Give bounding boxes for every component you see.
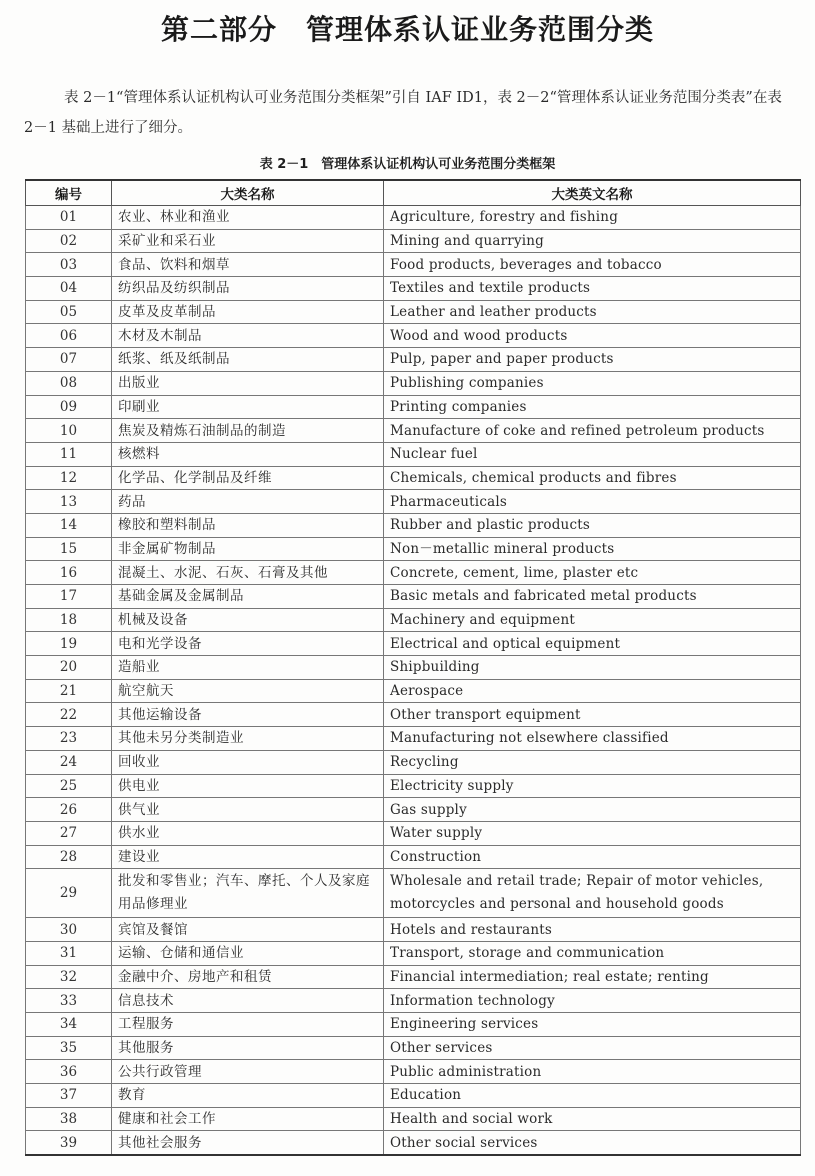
- header-english-name: 大类英文名称: [384, 180, 801, 206]
- row-number-cell: 29: [26, 869, 112, 918]
- row-number-cell: 01: [26, 206, 112, 230]
- row-category-name-cell: 混凝土、水泥、石灰、石膏及其他: [112, 561, 384, 585]
- table-row: [26, 348, 801, 372]
- table-row: [26, 608, 801, 632]
- header-number: 编号: [26, 180, 112, 206]
- row-category-name-cell: 供电业: [112, 774, 384, 798]
- row-number-cell: 21: [26, 679, 112, 703]
- table-row: [26, 206, 801, 230]
- row-number-cell: 05: [26, 300, 112, 324]
- row-number-cell: 14: [26, 513, 112, 537]
- row-english-name-cell: Wholesale and retail trade; Repair of motor vehicles, motorcycles and personal and household goods: [384, 869, 801, 918]
- row-english-name-cell: Machinery and equipment: [384, 608, 801, 632]
- row-english-name-cell: Transport, storage and communication: [384, 941, 801, 965]
- row-english-name-cell: Manufacturing not elsewhere classified: [384, 727, 801, 751]
- row-number-cell: 31: [26, 941, 112, 965]
- row-english-name-cell: Pulp, paper and paper products: [384, 348, 801, 372]
- table-row: [26, 727, 801, 751]
- row-number-cell: 35: [26, 1036, 112, 1060]
- row-category-name-cell: 化学品、化学制品及纤维: [112, 466, 384, 490]
- row-category-name-cell: 造船业: [112, 656, 384, 680]
- row-number-cell: 12: [26, 466, 112, 490]
- table-row: [26, 1060, 801, 1084]
- table-row: [26, 869, 801, 918]
- row-category-name-cell: 电和光学设备: [112, 632, 384, 656]
- table-row: [26, 253, 801, 277]
- row-category-name-cell: 机械及设备: [112, 608, 384, 632]
- row-english-name-cell: Electrical and optical equipment: [384, 632, 801, 656]
- row-category-name-cell: 公共行政管理: [112, 1060, 384, 1084]
- row-category-name-cell: 食品、饮料和烟草: [112, 253, 384, 277]
- header-category-name: 大类名称: [112, 180, 384, 206]
- table-row: [26, 1036, 801, 1060]
- row-category-name-cell: 皮革及皮革制品: [112, 300, 384, 324]
- row-category-name-cell: 健康和社会工作: [112, 1107, 384, 1131]
- row-number-cell: 03: [26, 253, 112, 277]
- row-english-name-cell: Chemicals, chemical products and fibres: [384, 466, 801, 490]
- row-category-name-cell: 建设业: [112, 845, 384, 869]
- table-row: [26, 371, 801, 395]
- row-category-name-cell: 出版业: [112, 371, 384, 395]
- row-english-name-cell: Electricity supply: [384, 774, 801, 798]
- table-row: [26, 1131, 801, 1155]
- table-row: [26, 324, 801, 348]
- row-english-name-cell: Construction: [384, 845, 801, 869]
- table-row: [26, 1013, 801, 1037]
- row-number-cell: 23: [26, 727, 112, 751]
- scope-classification-table: [25, 179, 801, 1156]
- row-number-cell: 15: [26, 537, 112, 561]
- row-number-cell: 09: [26, 395, 112, 419]
- row-english-name-cell: Printing companies: [384, 395, 801, 419]
- row-english-name-cell: Nuclear fuel: [384, 442, 801, 466]
- row-english-name-cell: Other transport equipment: [384, 703, 801, 727]
- table-row: [26, 632, 801, 656]
- row-number-cell: 06: [26, 324, 112, 348]
- table-row: [26, 513, 801, 537]
- table-row: [26, 774, 801, 798]
- row-number-cell: 30: [26, 918, 112, 942]
- table-caption: 表 2－1 管理体系认证机构认可业务范围分类框架: [259, 157, 556, 172]
- row-english-name-cell: Gas supply: [384, 798, 801, 822]
- row-number-cell: 34: [26, 1013, 112, 1037]
- row-category-name-cell: 供气业: [112, 798, 384, 822]
- table-row: [26, 442, 801, 466]
- row-number-cell: 37: [26, 1084, 112, 1108]
- row-category-name-cell: 纺织品及纺织制品: [112, 277, 384, 301]
- row-category-name-cell: 工程服务: [112, 1013, 384, 1037]
- row-category-name-cell: 焦炭及精炼石油制品的制造: [112, 419, 384, 443]
- row-english-name-cell: Non－metallic mineral products: [384, 537, 801, 561]
- table-row: [26, 466, 801, 490]
- row-category-name-cell: 其他运输设备: [112, 703, 384, 727]
- row-category-name-cell: 航空航天: [112, 679, 384, 703]
- row-english-name-cell: Textiles and textile products: [384, 277, 801, 301]
- table-row: [26, 585, 801, 609]
- table-row: [26, 300, 801, 324]
- row-english-name-cell: Basic metals and fabricated metal products: [384, 585, 801, 609]
- row-english-name-cell: Food products, beverages and tobacco: [384, 253, 801, 277]
- table-row: [26, 277, 801, 301]
- row-category-name-cell: 其他未另分类制造业: [112, 727, 384, 751]
- table-row: [26, 395, 801, 419]
- intro-paragraph: 表 2－1“管理体系认证机构认可业务范围分类框架”引自 IAF ID1，表 2－2“管理体系认证业务范围分类表”在表 2－1 基础上进行了细分。: [24, 90, 782, 136]
- row-english-name-cell: Other services: [384, 1036, 801, 1060]
- row-english-name-cell: Hotels and restaurants: [384, 918, 801, 942]
- table-row: [26, 798, 801, 822]
- row-english-name-cell: Rubber and plastic products: [384, 513, 801, 537]
- row-english-name-cell: Publishing companies: [384, 371, 801, 395]
- row-number-cell: 36: [26, 1060, 112, 1084]
- row-category-name-cell: 信息技术: [112, 989, 384, 1013]
- row-number-cell: 16: [26, 561, 112, 585]
- row-english-name-cell: Wood and wood products: [384, 324, 801, 348]
- row-number-cell: 33: [26, 989, 112, 1013]
- row-category-name-cell: 印刷业: [112, 395, 384, 419]
- table-row: [26, 918, 801, 942]
- table-row: [26, 419, 801, 443]
- part-title: 第二部分 管理体系认证业务范围分类: [160, 13, 654, 46]
- row-category-name-cell: 其他社会服务: [112, 1131, 384, 1155]
- row-number-cell: 18: [26, 608, 112, 632]
- row-category-name-cell: 回收业: [112, 750, 384, 774]
- row-english-name-cell: Pharmaceuticals: [384, 490, 801, 514]
- row-category-name-cell: 采矿业和采石业: [112, 229, 384, 253]
- row-english-name-cell: Public administration: [384, 1060, 801, 1084]
- row-number-cell: 25: [26, 774, 112, 798]
- row-english-name-cell: Financial intermediation; real estate; renting: [384, 965, 801, 989]
- table-row: [26, 821, 801, 845]
- row-english-name-cell: Recycling: [384, 750, 801, 774]
- row-number-cell: 24: [26, 750, 112, 774]
- row-english-name-cell: Other social services: [384, 1131, 801, 1155]
- row-english-name-cell: Education: [384, 1084, 801, 1108]
- row-number-cell: 07: [26, 348, 112, 372]
- row-english-name-cell: Engineering services: [384, 1013, 801, 1037]
- table-row: [26, 1107, 801, 1131]
- row-category-name-cell: 农业、林业和渔业: [112, 206, 384, 230]
- table-row: [26, 656, 801, 680]
- row-category-name-cell: 运输、仓储和通信业: [112, 941, 384, 965]
- row-english-name-cell: Manufacture of coke and refined petroleum products: [384, 419, 801, 443]
- table-row: [26, 229, 801, 253]
- row-category-name-cell: 其他服务: [112, 1036, 384, 1060]
- row-category-name-cell: 金融中介、房地产和租赁: [112, 965, 384, 989]
- row-category-name-cell: 基础金属及金属制品: [112, 585, 384, 609]
- row-number-cell: 11: [26, 442, 112, 466]
- row-number-cell: 04: [26, 277, 112, 301]
- row-number-cell: 32: [26, 965, 112, 989]
- table-row: [26, 537, 801, 561]
- row-number-cell: 39: [26, 1131, 112, 1155]
- row-category-name-cell: 橡胶和塑料制品: [112, 513, 384, 537]
- table-row: [26, 989, 801, 1013]
- row-category-name-cell: 核燃料: [112, 442, 384, 466]
- row-english-name-cell: Health and social work: [384, 1107, 801, 1131]
- row-english-name-cell: Agriculture, forestry and fishing: [384, 206, 801, 230]
- table-row: [26, 965, 801, 989]
- row-number-cell: 26: [26, 798, 112, 822]
- row-number-cell: 38: [26, 1107, 112, 1131]
- row-english-name-cell: Leather and leather products: [384, 300, 801, 324]
- row-category-name-cell: 药品: [112, 490, 384, 514]
- row-category-name-cell: 批发和零售业；汽车、摩托、个人及家庭用品修理业: [112, 869, 384, 918]
- table-row: [26, 679, 801, 703]
- table-row: [26, 703, 801, 727]
- row-number-cell: 10: [26, 419, 112, 443]
- row-english-name-cell: Aerospace: [384, 679, 801, 703]
- row-category-name-cell: 非金属矿物制品: [112, 537, 384, 561]
- table-row: [26, 750, 801, 774]
- table-row: [26, 490, 801, 514]
- table-row: [26, 1084, 801, 1108]
- row-number-cell: 02: [26, 229, 112, 253]
- row-number-cell: 13: [26, 490, 112, 514]
- row-english-name-cell: Concrete, cement, lime, plaster etc: [384, 561, 801, 585]
- row-category-name-cell: 宾馆及餐馆: [112, 918, 384, 942]
- row-number-cell: 17: [26, 585, 112, 609]
- row-number-cell: 28: [26, 845, 112, 869]
- table-row: [26, 845, 801, 869]
- table-row: [26, 561, 801, 585]
- row-english-name-cell: Shipbuilding: [384, 656, 801, 680]
- row-number-cell: 19: [26, 632, 112, 656]
- row-number-cell: 20: [26, 656, 112, 680]
- table-header-row: [26, 180, 801, 206]
- row-category-name-cell: 教育: [112, 1084, 384, 1108]
- row-number-cell: 08: [26, 371, 112, 395]
- row-number-cell: 22: [26, 703, 112, 727]
- row-category-name-cell: 木材及木制品: [112, 324, 384, 348]
- table-body: [26, 206, 801, 1156]
- row-category-name-cell: 纸浆、纸及纸制品: [112, 348, 384, 372]
- row-number-cell: 27: [26, 821, 112, 845]
- table-row: [26, 941, 801, 965]
- row-category-name-cell: 供水业: [112, 821, 384, 845]
- row-english-name-cell: Mining and quarrying: [384, 229, 801, 253]
- row-english-name-cell: Water supply: [384, 821, 801, 845]
- row-english-name-cell: Information technology: [384, 989, 801, 1013]
